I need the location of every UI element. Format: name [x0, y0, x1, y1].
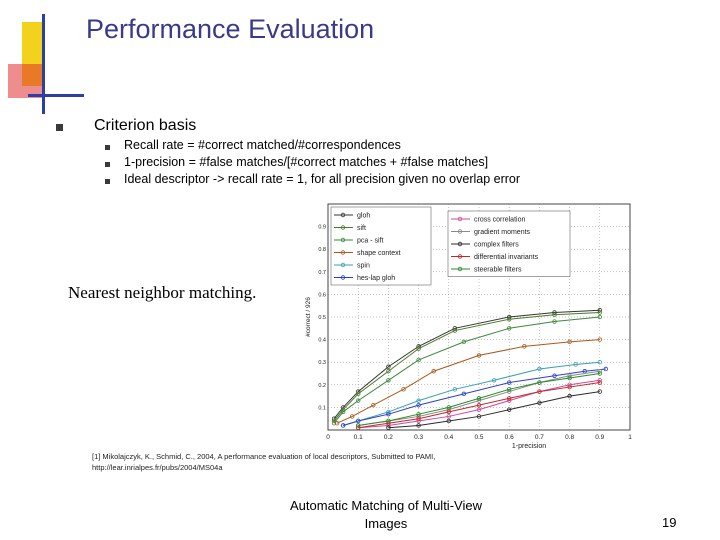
sub-bullet-text: Ideal descriptor -> recall rate = 1, for all precision given no overlap error — [124, 172, 521, 186]
decor-blue-horizontal-line — [28, 94, 84, 97]
y-axis-label: #correct / 926 — [305, 297, 312, 337]
y-tick-label: 0.8 — [318, 247, 326, 254]
x-tick-label: 0.4 — [444, 434, 454, 441]
sub-bullet-marker — [105, 162, 110, 167]
y-tick-label: 0.7 — [318, 269, 326, 276]
y-tick-label: 0.2 — [318, 382, 326, 389]
recall-precision-chart — [300, 198, 640, 450]
decor-blue-vertical-line — [42, 14, 45, 114]
y-tick-label: 0.6 — [318, 292, 326, 299]
sub-bullet-marker — [105, 179, 110, 184]
legend-label: differential invariants — [474, 254, 539, 261]
legend-label: pca - sift — [357, 237, 384, 245]
x-axis-label: 1-precision — [511, 443, 547, 450]
page-title: Performance Evaluation — [86, 14, 375, 44]
x-tick-label: 0.3 — [414, 434, 424, 441]
x-tick-label: 0.1 — [353, 434, 363, 441]
y-tick-label: 0.1 — [318, 405, 326, 412]
y-tick-label: 0.4 — [318, 337, 326, 344]
footer-text — [260, 497, 512, 533]
x-tick-label: 0.5 — [474, 434, 484, 441]
legend-box — [331, 207, 431, 285]
x-tick-label: 0.2 — [383, 434, 393, 441]
page-number: 19 — [662, 515, 677, 530]
legend-label: cross correlation — [474, 216, 526, 224]
footer-line-1: Automatic Matching of Multi-View — [290, 498, 482, 513]
bullet-marker — [56, 124, 63, 131]
sub-bullet-marker — [105, 145, 110, 150]
bullet-text: Criterion basis — [94, 117, 197, 134]
x-tick-label: 0.8 — [565, 434, 575, 441]
x-tick-label: 0.6 — [504, 434, 514, 441]
legend-label: hes-lap gloh — [357, 275, 396, 282]
y-tick-label: 0.5 — [318, 315, 326, 321]
x-tick-label: 1 — [628, 434, 632, 441]
legend-label: shape context — [357, 250, 401, 257]
legend-label: spin — [357, 262, 370, 270]
sub-bullet-text: 1-precision = #false matches/[#correct matches + #false matches] — [124, 155, 489, 169]
y-tick-label: 0.9 — [318, 224, 326, 231]
legend-label: steerable filters — [474, 266, 522, 274]
y-tick-label: 0.3 — [318, 360, 326, 367]
x-tick-label: 0.9 — [595, 434, 605, 441]
figure-caption: Nearest neighbor matching. — [68, 283, 257, 302]
sub-bullet-text: Recall rate = #correct matched/#correspondences — [124, 138, 401, 152]
legend-label: gradient moments — [474, 229, 531, 236]
legend-label: gloh — [357, 212, 371, 220]
citation — [92, 451, 435, 473]
citation-line-2: http://lear.inrialpes.fr/pubs/2004/MS04a — [92, 463, 223, 472]
legend-label: sift — [357, 225, 366, 232]
legend-label: complex filters — [474, 241, 519, 249]
x-tick-label: 0 — [326, 434, 330, 441]
citation-line-1: [1] Mikolajczyk, K., Schmid, C., 2004, A performance evaluation of local descriptors, Submitted to PAMI, — [92, 452, 436, 461]
decor-red-square — [8, 64, 42, 98]
x-tick-label: 0.7 — [534, 434, 544, 441]
footer-line-2: Images — [364, 516, 408, 531]
